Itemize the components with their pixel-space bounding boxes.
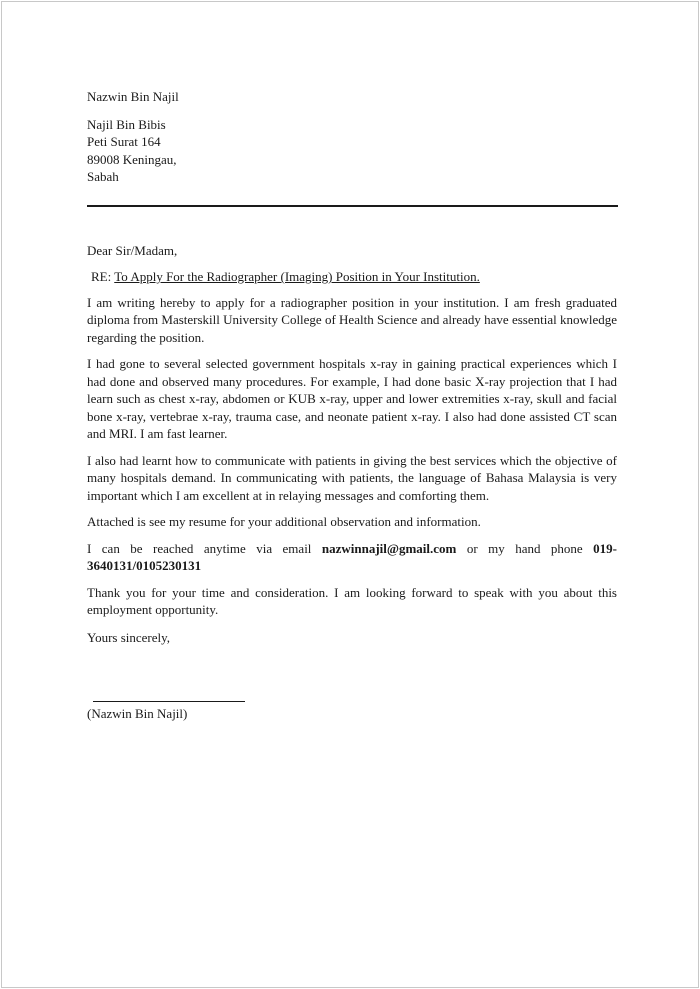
subject-line — [87, 268, 617, 286]
body-paragraph-intro: I am writing hereby to apply for a radiographer position in your institution. I am fresh graduated diploma from Masterskill University College of Health Science and already have essential knowledge regarding the position. — [87, 294, 617, 345]
body-paragraph-attachment: Attached is see my resume for your additional observation and information. — [87, 514, 481, 529]
contact-paragraph — [87, 540, 617, 575]
address-line: Sabah — [87, 169, 119, 184]
address-line: Najil Bin Bibis — [87, 116, 166, 132]
contact-middle: or my hand phone — [456, 540, 594, 556]
header-divider — [87, 205, 618, 207]
address-line: 89008 Keningau, — [87, 151, 177, 167]
document-page — [1, 1, 699, 988]
signature-name: (Nazwin Bin Najil) — [87, 706, 188, 721]
contact-line-1 — [87, 540, 617, 558]
cover-letter — [87, 88, 617, 723]
address-line: Peti Surat 164 — [87, 134, 161, 149]
contact-phone-part2: 3640131/0105230131 — [87, 558, 202, 573]
signature-line — [93, 701, 245, 702]
closing: Yours sincerely, — [87, 629, 171, 645]
body-paragraph-communication: I also had learnt how to communicate with patients in giving the best services which the objective of many hospitals demand. In communicating with patients, the language of Bahasa Malaysia is very important which I am excellent at in relaying messages and comforting them. — [87, 452, 617, 503]
thanks-paragraph: Thank you for your time and consideration. I am looking forward to speak with you about this employment opportunity. — [87, 584, 617, 617]
recipient-address — [87, 116, 617, 186]
body-paragraph-experience: I had gone to several selected government hospitals x-ray in gaining practical experiences which I had done and observed many procedures. For example, I had done basic X-ray projection that I had learn such as chest x-ray, abdomen or KUB x-ray, upper and lower extremities x-ray, skull and facial bone x-ray, vertebrae x-ray, trauma case, and neonate patient x-ray. I also had done assisted CT scan and MRI. I am fast learner. — [87, 356, 617, 441]
sender-name: Nazwin Bin Najil — [87, 89, 179, 104]
subject-prefix: RE: — [91, 269, 115, 284]
salutation: Dear Sir/Madam, — [87, 242, 178, 258]
contact-email: nazwinnajil@gmail.com — [321, 540, 457, 556]
contact-prefix: I can be reached anytime via email — [87, 540, 322, 556]
contact-phone-part1: 019- — [593, 540, 617, 556]
subject-text: To Apply For the Radiographer (Imaging) Position in Your Institution. — [114, 269, 480, 284]
